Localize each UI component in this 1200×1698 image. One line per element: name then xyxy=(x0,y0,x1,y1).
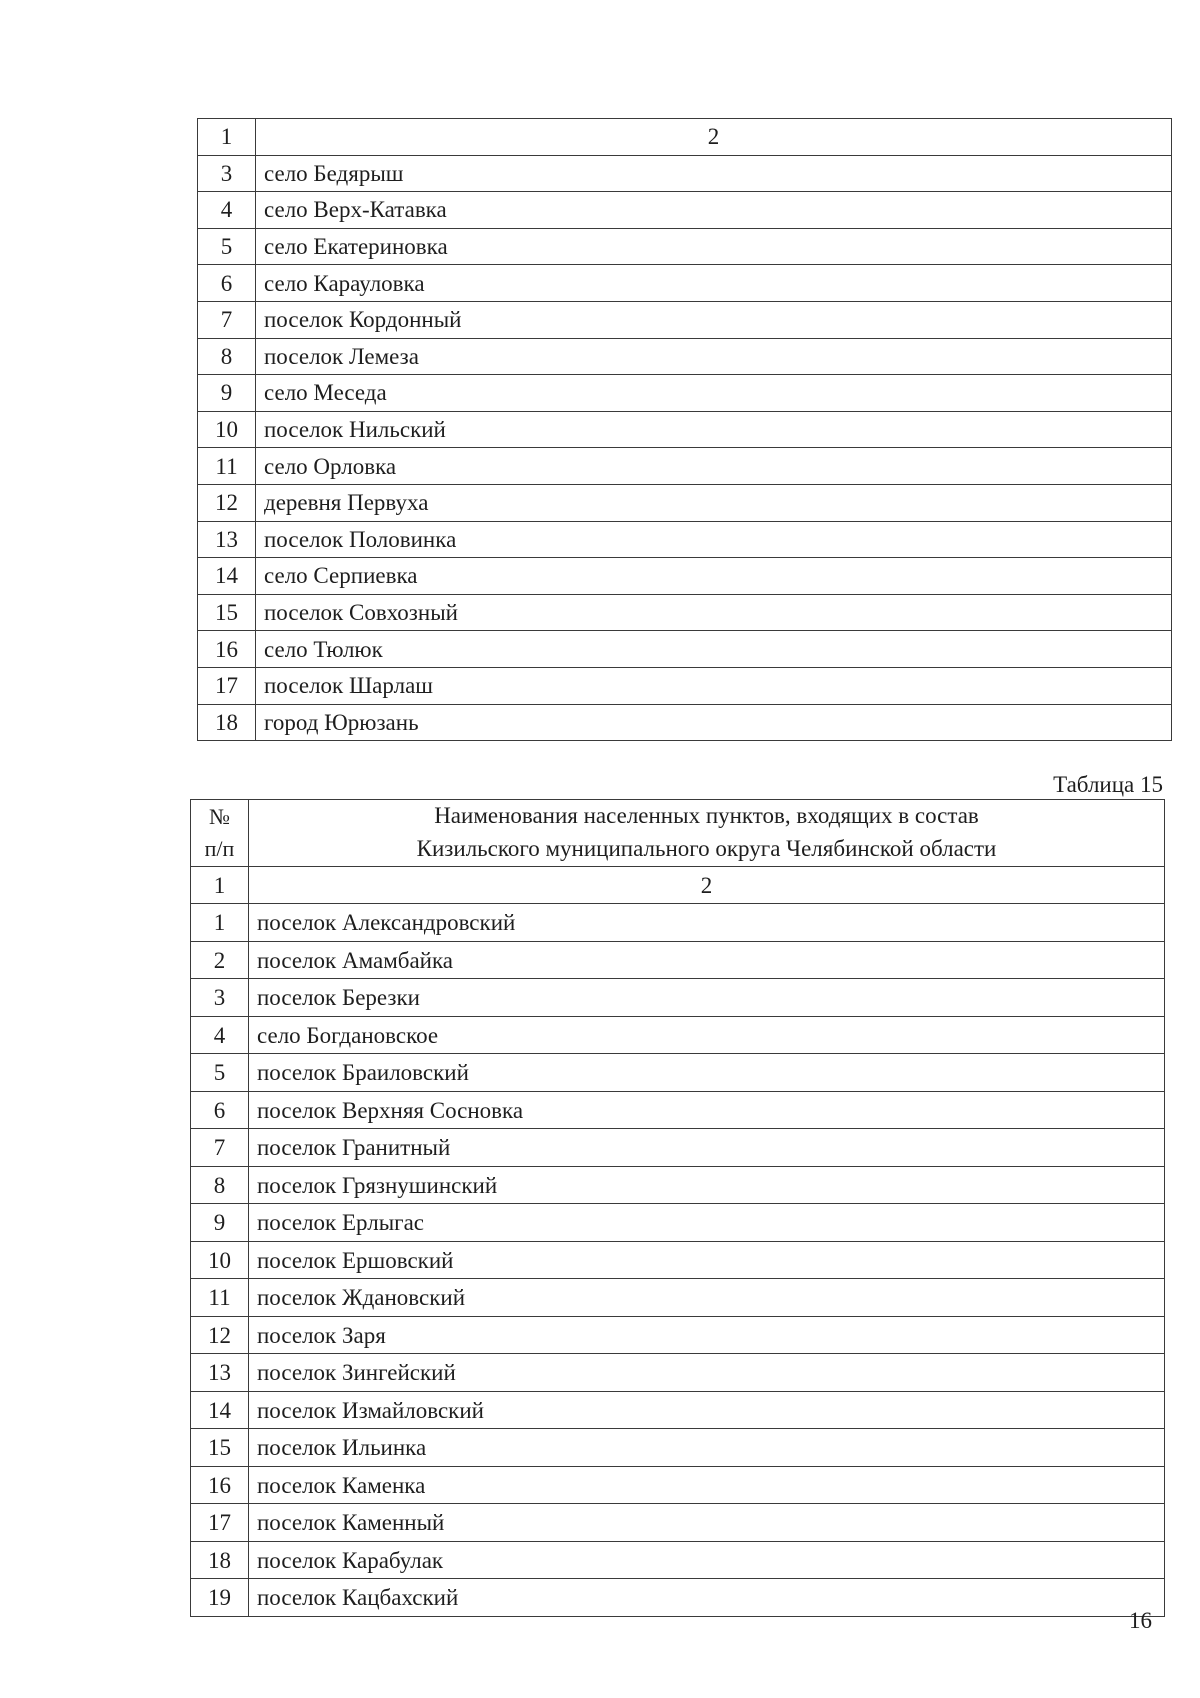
table-body xyxy=(191,800,1165,1617)
settlement-name: поселок Браиловский xyxy=(249,1054,1165,1092)
settlement-name: деревня Первуха xyxy=(256,484,1172,521)
settlement-name: поселок Кацбахский xyxy=(249,1579,1165,1617)
column-index-2: 2 xyxy=(249,866,1165,904)
settlement-name: поселок Лемеза xyxy=(256,338,1172,375)
row-number: 7 xyxy=(198,301,256,338)
table-row xyxy=(198,594,1172,631)
settlement-name: поселок Зингейский xyxy=(249,1354,1165,1392)
table-row xyxy=(191,1091,1165,1129)
settlement-name: поселок Ждановский xyxy=(249,1279,1165,1317)
row-number: 14 xyxy=(198,558,256,595)
table-row xyxy=(191,1354,1165,1392)
settlement-name: село Тюлюк xyxy=(256,631,1172,668)
table-row xyxy=(191,1466,1165,1504)
header-number-cell xyxy=(191,800,249,867)
row-number: 9 xyxy=(191,1204,249,1242)
settlements-table-continued xyxy=(197,118,1172,741)
row-number: 13 xyxy=(191,1354,249,1392)
settlement-name: поселок Карабулак xyxy=(249,1541,1165,1579)
table-row xyxy=(198,558,1172,595)
header-number-abbrev: п/п xyxy=(204,835,235,861)
table-caption: Таблица 15 xyxy=(1053,772,1163,797)
table-row xyxy=(198,704,1172,741)
row-number: 6 xyxy=(191,1091,249,1129)
settlement-name: поселок Ильинка xyxy=(249,1429,1165,1467)
row-number: 18 xyxy=(198,704,256,741)
column-index-1: 1 xyxy=(191,866,249,904)
table-row xyxy=(191,1166,1165,1204)
header-name-cell xyxy=(249,800,1165,867)
row-number: 15 xyxy=(198,594,256,631)
settlement-name: село Верх-Катавка xyxy=(256,192,1172,229)
settlement-name: поселок Гранитный xyxy=(249,1129,1165,1167)
header-name-line-1: Наименования населенных пунктов, входящих в состав xyxy=(434,803,979,828)
row-number: 5 xyxy=(198,228,256,265)
settlement-name: поселок Ерлыгас xyxy=(249,1204,1165,1242)
table-row xyxy=(198,338,1172,375)
table-row xyxy=(191,1241,1165,1279)
settlements-table-kizilsky xyxy=(190,799,1165,1617)
settlement-name: поселок Каменка xyxy=(249,1466,1165,1504)
settlement-name: село Бедярыш xyxy=(256,155,1172,192)
column-index-row xyxy=(191,866,1165,904)
row-number: 14 xyxy=(191,1391,249,1429)
header-name-line-2: Кизильского муниципального округа Челябинской области xyxy=(416,835,997,861)
table-row xyxy=(198,265,1172,302)
settlement-name: село Орловка xyxy=(256,448,1172,485)
column-index-1: 1 xyxy=(198,119,256,156)
settlement-name: поселок Нильский xyxy=(256,411,1172,448)
table-row xyxy=(191,1391,1165,1429)
settlement-name: поселок Грязнушинский xyxy=(249,1166,1165,1204)
settlement-name: село Екатериновка xyxy=(256,228,1172,265)
row-number: 18 xyxy=(191,1541,249,1579)
table-row xyxy=(191,1316,1165,1354)
table-row xyxy=(191,1129,1165,1167)
row-number: 13 xyxy=(198,521,256,558)
settlement-name: село Меседа xyxy=(256,375,1172,412)
settlement-name: поселок Ершовский xyxy=(249,1241,1165,1279)
column-index-2: 2 xyxy=(256,119,1172,156)
row-number: 1 xyxy=(191,904,249,942)
table-row xyxy=(198,411,1172,448)
row-number: 8 xyxy=(191,1166,249,1204)
settlement-name: поселок Шарлаш xyxy=(256,667,1172,704)
row-number: 3 xyxy=(191,979,249,1017)
row-number: 11 xyxy=(191,1279,249,1317)
settlement-name: поселок Совхозный xyxy=(256,594,1172,631)
row-number: 12 xyxy=(191,1316,249,1354)
table-row xyxy=(191,1541,1165,1579)
row-number: 17 xyxy=(198,667,256,704)
settlement-name: поселок Каменный xyxy=(249,1504,1165,1542)
settlement-name: поселок Березки xyxy=(249,979,1165,1017)
row-number: 4 xyxy=(198,192,256,229)
table-row xyxy=(198,192,1172,229)
table-row xyxy=(191,1016,1165,1054)
table-row xyxy=(198,631,1172,668)
row-number: 8 xyxy=(198,338,256,375)
table-row xyxy=(191,941,1165,979)
settlement-name: поселок Кордонный xyxy=(256,301,1172,338)
settlement-name: поселок Половинка xyxy=(256,521,1172,558)
row-number: 10 xyxy=(198,411,256,448)
header-number-symbol: № xyxy=(209,804,230,830)
column-index-row xyxy=(198,119,1172,156)
row-number: 9 xyxy=(198,375,256,412)
settlement-name: поселок Амамбайка xyxy=(249,941,1165,979)
row-number: 5 xyxy=(191,1054,249,1092)
settlement-name: город Юрюзань xyxy=(256,704,1172,741)
row-number: 10 xyxy=(191,1241,249,1279)
row-number: 7 xyxy=(191,1129,249,1167)
table-row xyxy=(191,1279,1165,1317)
table-row xyxy=(191,979,1165,1017)
table-row xyxy=(198,301,1172,338)
settlement-name: село Серпиевка xyxy=(256,558,1172,595)
table-row xyxy=(191,904,1165,942)
row-number: 11 xyxy=(198,448,256,485)
table-row xyxy=(191,1204,1165,1242)
settlement-name: поселок Измайловский xyxy=(249,1391,1165,1429)
table-row xyxy=(191,1579,1165,1617)
table-row xyxy=(191,1504,1165,1542)
table-row xyxy=(198,228,1172,265)
page-number: 16 xyxy=(1129,1608,1152,1633)
row-number: 6 xyxy=(198,265,256,302)
table-row xyxy=(198,484,1172,521)
settlement-name: поселок Верхняя Сосновка xyxy=(249,1091,1165,1129)
settlement-name: поселок Заря xyxy=(249,1316,1165,1354)
table-row xyxy=(198,521,1172,558)
row-number: 19 xyxy=(191,1579,249,1617)
table-row xyxy=(191,1054,1165,1092)
table-row xyxy=(198,155,1172,192)
row-number: 12 xyxy=(198,484,256,521)
table-row xyxy=(198,448,1172,485)
row-number: 4 xyxy=(191,1016,249,1054)
row-number: 15 xyxy=(191,1429,249,1467)
table-body xyxy=(198,119,1172,741)
table-header-row xyxy=(191,800,1165,867)
row-number: 2 xyxy=(191,941,249,979)
settlement-name: село Богдановское xyxy=(249,1016,1165,1054)
row-number: 3 xyxy=(198,155,256,192)
settlement-name: село Карауловка xyxy=(256,265,1172,302)
row-number: 17 xyxy=(191,1504,249,1542)
table-row xyxy=(191,1429,1165,1467)
table-row xyxy=(198,667,1172,704)
table-row xyxy=(198,375,1172,412)
row-number: 16 xyxy=(191,1466,249,1504)
row-number: 16 xyxy=(198,631,256,668)
settlement-name: поселок Александровский xyxy=(249,904,1165,942)
